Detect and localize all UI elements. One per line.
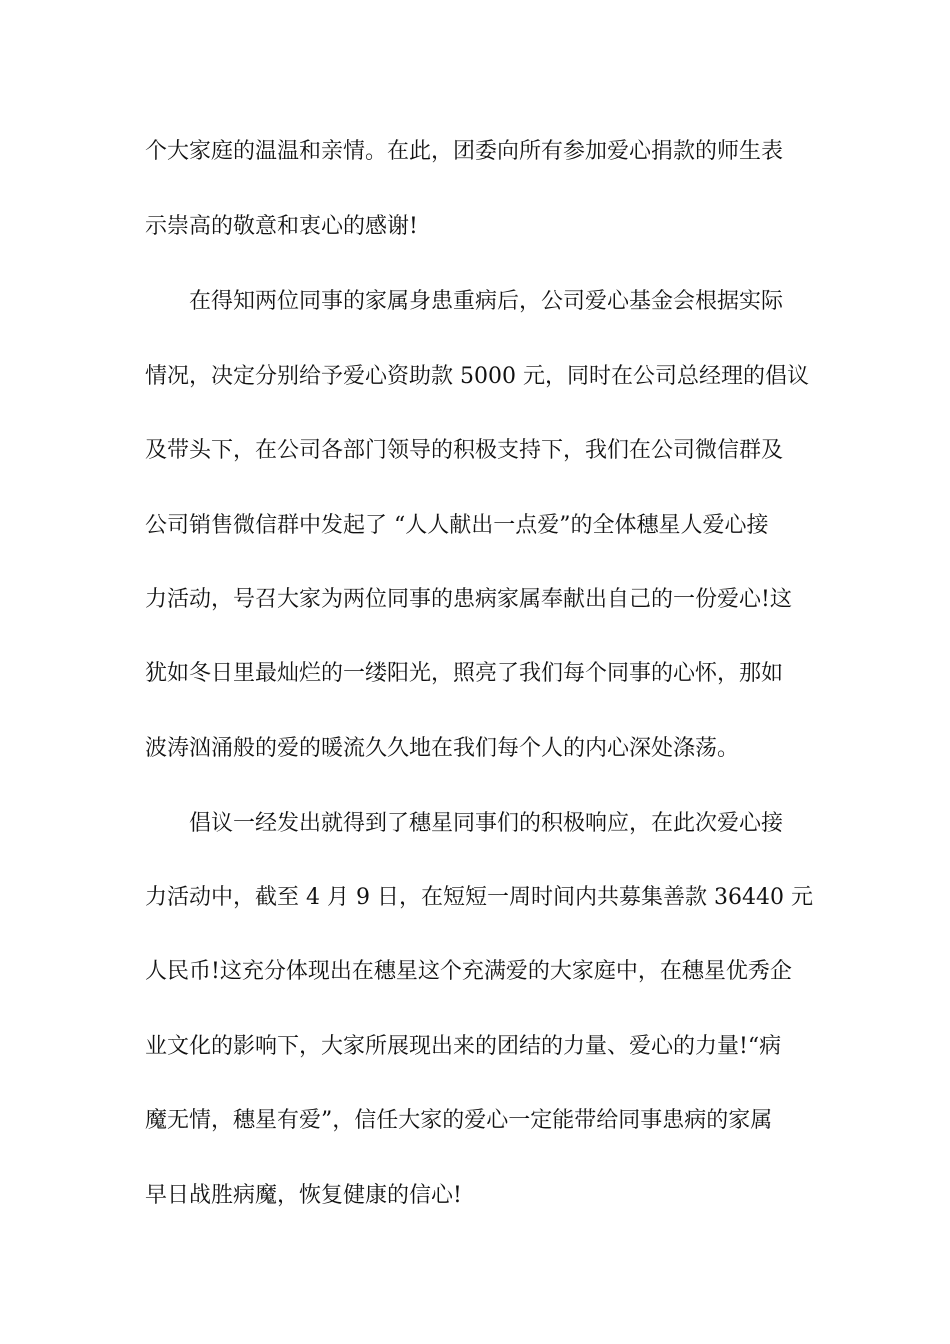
text-line: 早日战胜病魔，恢复健康的信心! bbox=[145, 1183, 462, 1208]
text-line: 力活动中，截至 4 月 9 日，在短短一周时间内共募集善款 36440 元 bbox=[145, 885, 813, 910]
text-line: 情况，决定分别给予爱心资助款 5000 元，同时在公司总经理的倡议 bbox=[145, 364, 809, 389]
paragraph-start-line: 在得知两位同事的家属身患重病后，公司爱心基金会根据实际 bbox=[189, 289, 784, 314]
text-line: 魔无情，穗星有爱”，信任大家的爱心一定能带给同事患病的家属 bbox=[145, 1108, 773, 1133]
text-line: 犹如冬日里最灿烂的一缕阳光，照亮了我们每个同事的心怀，那如 bbox=[145, 661, 784, 686]
text-line: 波涛汹涌般的爱的暖流久久地在我们每个人的内心深处涤荡。 bbox=[145, 736, 740, 761]
paragraph-start-line: 倡议一经发出就得到了穗星同事们的积极响应，在此次爱心接 bbox=[189, 811, 784, 836]
text-line: 个大家庭的温温和亲情。在此，团委向所有参加爱心捐款的师生表 bbox=[145, 139, 784, 164]
text-line: 业文化的影响下，大家所展现出来的团结的力量、爱心的力量!“病 bbox=[145, 1034, 782, 1059]
text-line: 及带头下，在公司各部门领导的积极支持下，我们在公司微信群及 bbox=[145, 438, 784, 463]
text-line: 人民币!这充分体现出在穗星这个充满爱的大家庭中，在穗星优秀企 bbox=[145, 959, 792, 984]
text-line: 示崇高的敬意和衷心的感谢! bbox=[145, 214, 418, 239]
text-line: 公司销售微信群中发起了 “人人献出一点爱”的全体穗星人爱心接 bbox=[145, 513, 769, 538]
text-line: 力活动，号召大家为两位同事的患病家属奉献出自己的一份爱心!这 bbox=[145, 587, 792, 612]
